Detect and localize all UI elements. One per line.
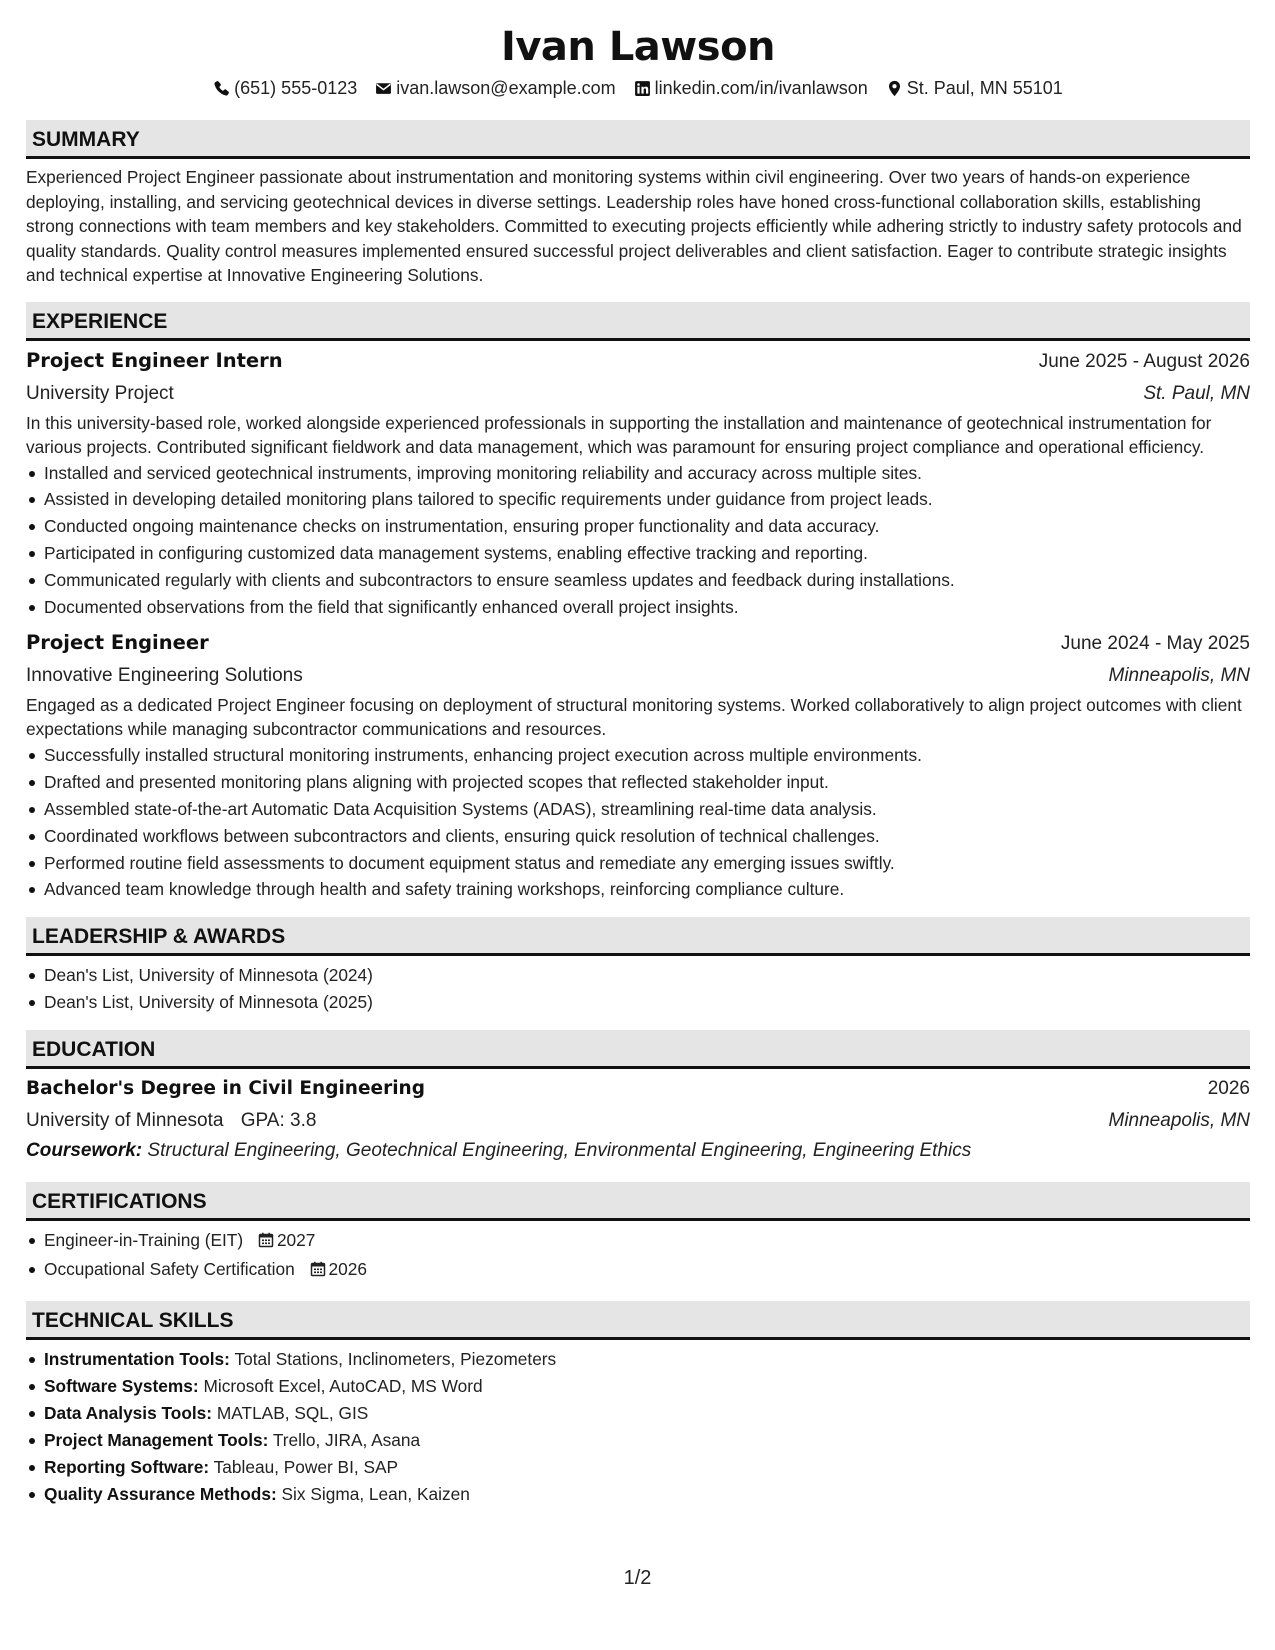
list-item: Dean's List, University of Minnesota (2025) xyxy=(26,989,1250,1016)
experience-section xyxy=(26,302,1250,904)
leadership-heading: LEADERSHIP & AWARDS xyxy=(26,917,1250,956)
skill-value: Six Sigma, Lean, Kaizen xyxy=(281,1483,470,1504)
skill-value: Total Stations, Inclinometers, Piezometers xyxy=(234,1349,557,1369)
list-item: Performed routine field assessments to document equipment status and remediate any emerging issues swiftly. xyxy=(26,850,1250,877)
list-item: Successfully installed structural monitoring instruments, enhancing project execution across multiple environments. xyxy=(26,742,1250,769)
summary-text: Experienced Project Engineer passionate about instrumentation and monitoring systems within civil engineering. Over two years of hands-on experience deploying, installing, and servicing geotechnical devices in diverse settings. Leadership roles have honed cross-functional collaboration skills, establishing strong connections with team members and key stakeholders. Committed to executing projects efficiently while adhering strictly to industry safety protocols and quality standards. Quality control measures implemented ensured successful project deliverables and client satisfaction. Eager to contribute strategic insights and technical expertise at Innovative Engineering Solutions. xyxy=(26,167,1242,285)
list-item xyxy=(26,1227,1250,1256)
job-title: Project Engineer xyxy=(26,630,209,654)
list-item xyxy=(26,1346,1250,1373)
resume-page xyxy=(26,20,1250,1507)
job-description: In this university-based role, worked alongside experienced professionals in supporting the installation and maintenance of geotechnical instrumentation for various projects. Contributed significant fieldwork and data management, which was paramount for ensuring project compliance and operational efficiency. xyxy=(26,412,1212,457)
contact-linkedin[interactable] xyxy=(634,74,868,102)
job-company: Innovative Engineering Solutions xyxy=(26,664,303,686)
gpa-text: GPA: 3.8 xyxy=(240,1110,317,1132)
skill-value: Tableau, Power BI, SAP xyxy=(213,1456,399,1477)
skill-label: Project Management Tools: xyxy=(44,1429,269,1450)
list-item xyxy=(26,1256,1250,1285)
list-item: Coordinated workflows between subcontractors and clients, ensuring quick resolution of technical challenges. xyxy=(26,823,1250,850)
certification-name: Occupational Safety Certification xyxy=(44,1259,295,1280)
phone-text: (651) 555-0123 xyxy=(234,78,358,98)
skill-value: MATLAB, SQL, GIS xyxy=(216,1402,369,1423)
education-section xyxy=(26,1030,1250,1166)
job-description: Engaged as a dedicated Project Engineer focusing on deployment of structural monitoring systems. Worked collaboratively to align project outcomes with client expectations while managing subcontractor communications and resources. xyxy=(26,694,1242,740)
school-name: University of Minnesota xyxy=(26,1110,224,1132)
skill-label: Instrumentation Tools: xyxy=(44,1349,230,1369)
job-bullets xyxy=(26,460,1250,621)
summary-section xyxy=(26,120,1250,288)
calendar-icon xyxy=(258,1229,274,1256)
list-item: Participated in configuring customized data management systems, enabling effective tracking and reporting. xyxy=(26,540,1250,567)
job-dates: June 2025 - August 2026 xyxy=(1038,350,1250,372)
education-heading: EDUCATION xyxy=(26,1030,1250,1069)
email-link[interactable]: ivan.lawson@example.com xyxy=(396,78,616,98)
list-item: Installed and serviced geotechnical instruments, improving monitoring reliability and accuracy across multiple sites. xyxy=(26,460,1250,487)
contact-location xyxy=(886,74,1063,102)
candidate-name: Ivan Lawson xyxy=(500,24,776,70)
awards-list xyxy=(26,962,1250,1016)
list-item: Dean's List, University of Minnesota (2024) xyxy=(26,962,1250,989)
list-item: Conducted ongoing maintenance checks on instrumentation, ensuring proper functionality and data accuracy. xyxy=(26,513,1250,540)
list-item: Communicated regularly with clients and subcontractors to ensure seamless updates and feedback during installations. xyxy=(26,567,1250,594)
coursework-text: Structural Engineering, Geotechnical Engineering, Environmental Engineering, Engineering Ethics xyxy=(147,1140,972,1162)
leadership-section xyxy=(26,917,1250,1016)
certifications-section xyxy=(26,1182,1250,1285)
list-item xyxy=(26,1481,1250,1508)
certifications-list xyxy=(26,1227,1250,1285)
job-company: University Project xyxy=(26,382,174,404)
experience-heading: EXPERIENCE xyxy=(26,302,1250,341)
skill-label: Data Analysis Tools: xyxy=(44,1402,213,1423)
job-dates: June 2024 - May 2025 xyxy=(1060,632,1250,654)
phone-icon xyxy=(213,80,230,97)
contact-phone xyxy=(213,74,357,102)
skill-label: Software Systems: xyxy=(44,1375,199,1396)
degree-title: Bachelor's Degree in Civil Engineering xyxy=(26,1078,425,1100)
job-location: St. Paul, MN xyxy=(1143,382,1250,404)
skills-section xyxy=(26,1301,1250,1507)
list-item xyxy=(26,1454,1250,1481)
envelope-icon xyxy=(375,80,392,97)
job-entry xyxy=(26,627,1250,903)
list-item: Assisted in developing detailed monitoring plans tailored to specific requirements under guidance from project leads. xyxy=(26,486,1250,513)
skill-label: Reporting Software: xyxy=(44,1456,210,1477)
linkedin-link[interactable]: linkedin.com/in/ivanlawson xyxy=(654,78,868,98)
contact-bar xyxy=(26,74,1250,102)
map-pin-icon xyxy=(886,80,903,97)
job-bullets xyxy=(26,742,1250,903)
linkedin-icon xyxy=(634,80,651,97)
list-item: Documented observations from the field that significantly enhanced overall project insights. xyxy=(26,594,1250,621)
coursework-line xyxy=(26,1136,1250,1166)
page-indicator: 1/2 xyxy=(623,1567,652,1589)
job-entry xyxy=(26,345,1250,621)
certification-year: 2026 xyxy=(328,1259,367,1280)
skill-value: Trello, JIRA, Asana xyxy=(272,1429,421,1450)
list-item: Assembled state-of-the-art Automatic Data Acquisition Systems (ADAS), streamlining real-time data analysis. xyxy=(26,796,1250,823)
list-item xyxy=(26,1427,1250,1454)
calendar-icon xyxy=(310,1258,326,1285)
list-item xyxy=(26,1400,1250,1427)
list-item: Drafted and presented monitoring plans aligning with projected scopes that reflected stakeholder input. xyxy=(26,769,1250,796)
skills-heading: TECHNICAL SKILLS xyxy=(26,1301,1250,1340)
certification-year: 2027 xyxy=(276,1230,316,1251)
graduation-year: 2026 xyxy=(1207,1078,1250,1100)
job-title: Project Engineer Intern xyxy=(26,348,283,372)
summary-heading: SUMMARY xyxy=(26,120,1250,159)
skill-label: Quality Assurance Methods: xyxy=(44,1483,277,1504)
list-item xyxy=(26,1373,1250,1400)
contact-email[interactable] xyxy=(375,74,615,102)
skill-value: Microsoft Excel, AutoCAD, MS Word xyxy=(203,1375,483,1396)
certification-name: Engineer-in-Training (EIT) xyxy=(44,1230,244,1251)
skills-list xyxy=(26,1346,1250,1507)
school-location: Minneapolis, MN xyxy=(1108,1110,1250,1132)
location-text: St. Paul, MN 55101 xyxy=(906,78,1063,98)
job-location: Minneapolis, MN xyxy=(1108,664,1250,686)
certifications-heading: CERTIFICATIONS xyxy=(26,1182,1250,1221)
coursework-label: Coursework: xyxy=(26,1140,143,1162)
list-item: Advanced team knowledge through health and safety training workshops, reinforcing compliance culture. xyxy=(26,876,1250,903)
